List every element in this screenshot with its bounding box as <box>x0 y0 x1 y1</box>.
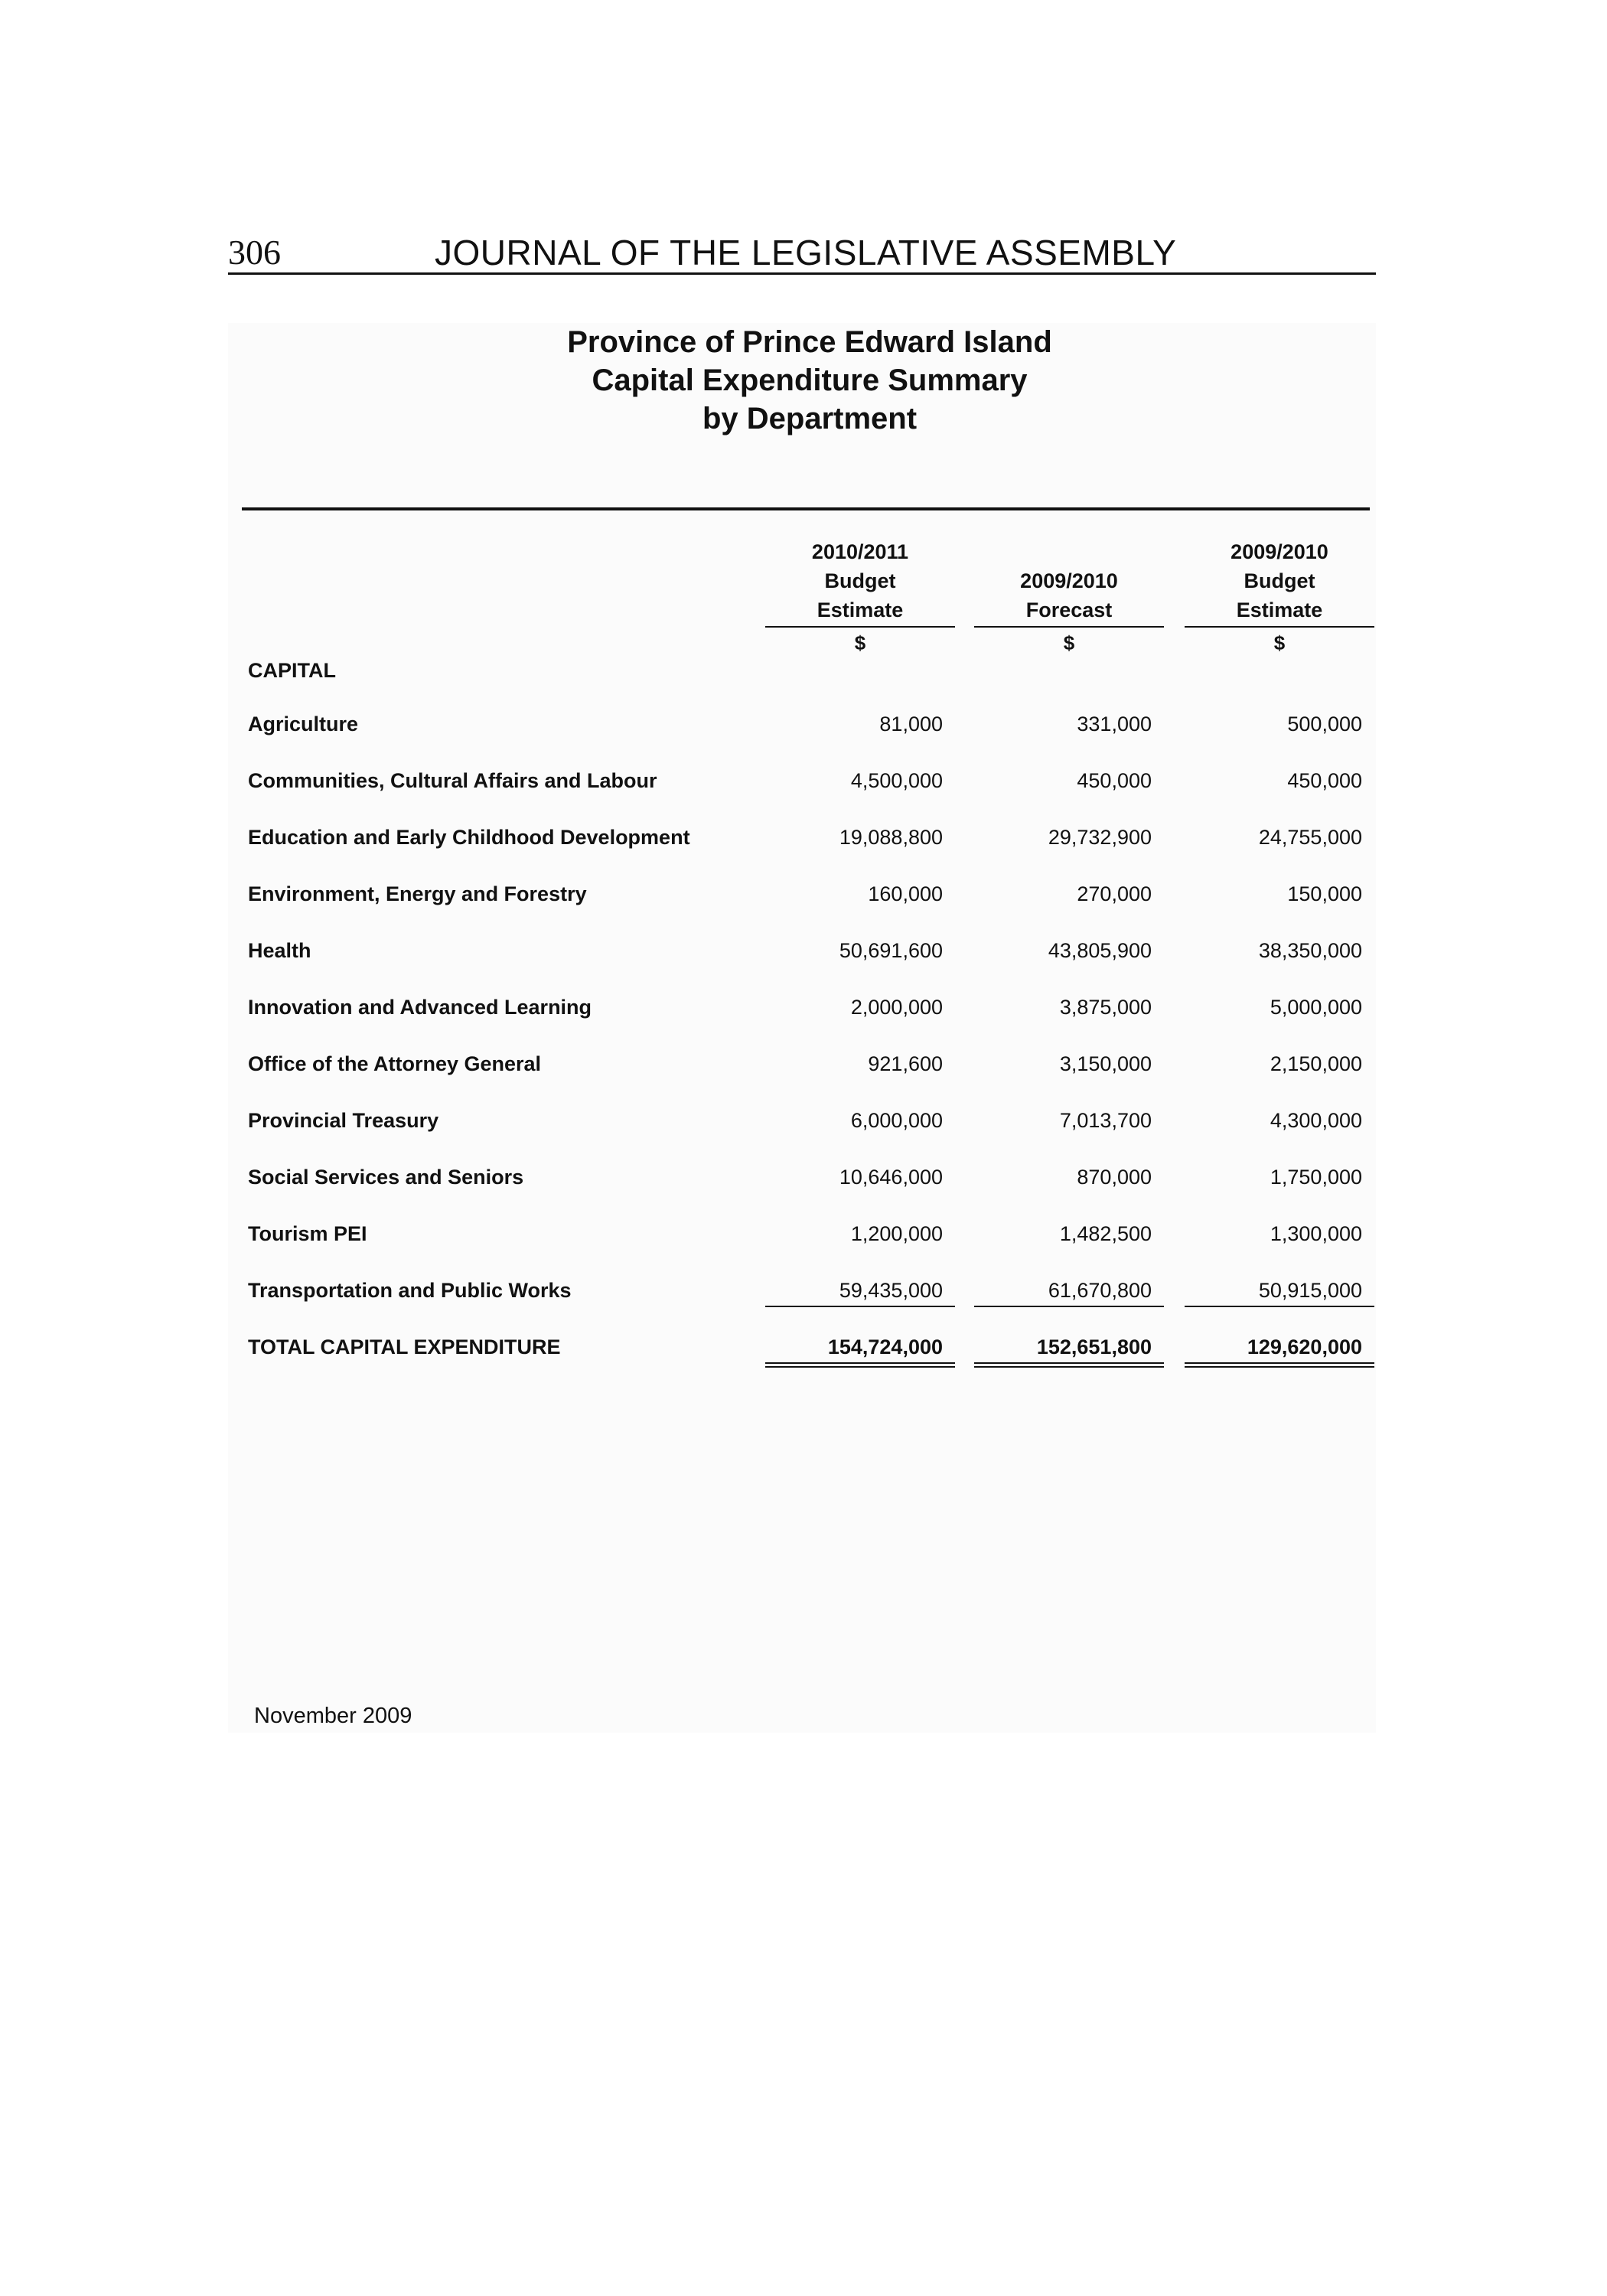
row-value-2009-2010-forecast: 7,013,700 <box>1059 1109 1152 1132</box>
col3-header-line2: Budget <box>1244 569 1315 592</box>
table-row <box>228 765 1376 796</box>
row-label: Communities, Cultural Affairs and Labour <box>248 769 657 792</box>
col2-header-line3: Forecast <box>1025 598 1113 621</box>
row-value-2010-2011-budget: 2,000,000 <box>850 996 943 1019</box>
table-row <box>228 1049 1376 1079</box>
col1-header-rule <box>765 626 955 628</box>
document-title-line-1: Province of Prince Edward Island <box>567 325 1052 359</box>
row-label: Environment, Energy and Forestry <box>248 882 587 905</box>
row-label: Office of the Attorney General <box>248 1052 542 1075</box>
row-value-2009-2010-forecast: 43,805,900 <box>1048 939 1152 962</box>
table-row <box>228 822 1376 853</box>
row-value-2009-2010-budget: 4,300,000 <box>1270 1109 1362 1132</box>
row-value-2009-2010-budget: 450,000 <box>1287 769 1362 792</box>
col1-header-line3: Estimate <box>817 598 904 621</box>
table-row <box>228 1105 1376 1136</box>
table-row <box>228 879 1376 909</box>
subtotal-rule-col2 <box>974 1306 1164 1307</box>
row-label: Innovation and Advanced Learning <box>248 996 592 1019</box>
document-title-line-3: by Department <box>702 402 918 435</box>
row-value-2009-2010-forecast: 870,000 <box>1077 1166 1152 1189</box>
title-divider <box>242 507 1370 510</box>
row-value-2010-2011-budget: 50,691,600 <box>839 939 943 962</box>
col3-header-rule <box>1185 626 1374 628</box>
table-row <box>228 1275 1376 1306</box>
total-2009-2010-budget: 129,620,000 <box>1247 1336 1362 1358</box>
row-value-2010-2011-budget: 4,500,000 <box>850 769 943 792</box>
table-row <box>228 1162 1376 1192</box>
row-value-2009-2010-budget: 38,350,000 <box>1258 939 1362 962</box>
page-header <box>228 230 1376 276</box>
row-value-2010-2011-budget: 59,435,000 <box>839 1279 943 1302</box>
row-value-2010-2011-budget: 1,200,000 <box>850 1222 943 1245</box>
section-label: CAPITAL <box>248 659 336 682</box>
row-label: Agriculture <box>248 713 359 735</box>
row-value-2009-2010-forecast: 450,000 <box>1077 769 1152 792</box>
row-label: Transportation and Public Works <box>248 1279 572 1302</box>
row-value-2010-2011-budget: 19,088,800 <box>839 826 943 849</box>
col3-currency: $ <box>1273 631 1286 654</box>
table-row <box>228 935 1376 966</box>
col1-header-line2: Budget <box>824 569 896 592</box>
total-2010-2011-budget: 154,724,000 <box>827 1336 943 1358</box>
row-label: Education and Early Childhood Development <box>248 826 690 849</box>
journal-title: JOURNAL OF THE LEGISLATIVE ASSEMBLY <box>435 233 1177 272</box>
row-value-2009-2010-forecast: 3,875,000 <box>1059 996 1152 1019</box>
col2-currency: $ <box>1063 631 1075 654</box>
row-value-2009-2010-budget: 150,000 <box>1287 882 1362 905</box>
subtotal-rule-col1 <box>765 1306 955 1307</box>
row-value-2009-2010-forecast: 61,670,800 <box>1048 1279 1152 1302</box>
row-value-2009-2010-forecast: 3,150,000 <box>1059 1052 1152 1075</box>
row-label: Health <box>248 939 311 962</box>
total-double-rule-col1 <box>765 1362 955 1368</box>
row-value-2009-2010-forecast: 1,482,500 <box>1059 1222 1152 1245</box>
row-label: Provincial Treasury <box>248 1109 439 1132</box>
row-value-2009-2010-budget: 5,000,000 <box>1270 996 1362 1019</box>
row-value-2010-2011-budget: 921,600 <box>868 1052 943 1075</box>
total-label: TOTAL CAPITAL EXPENDITURE <box>248 1336 561 1358</box>
row-value-2009-2010-budget: 24,755,000 <box>1258 826 1362 849</box>
row-value-2010-2011-budget: 160,000 <box>868 882 943 905</box>
total-2009-2010-forecast: 152,651,800 <box>1036 1336 1152 1358</box>
table-row <box>228 1218 1376 1249</box>
row-value-2009-2010-budget: 2,150,000 <box>1270 1052 1362 1075</box>
scanned-table-page <box>228 323 1376 1733</box>
col2-header-rule <box>974 626 1164 628</box>
row-value-2009-2010-budget: 1,750,000 <box>1270 1166 1362 1189</box>
row-value-2010-2011-budget: 6,000,000 <box>850 1109 943 1132</box>
document-title-line-2: Capital Expenditure Summary <box>592 364 1028 397</box>
row-value-2009-2010-budget: 1,300,000 <box>1270 1222 1362 1245</box>
row-label: Social Services and Seniors <box>248 1166 524 1189</box>
header-rule <box>228 272 1376 275</box>
col1-currency: $ <box>854 631 866 654</box>
subtotal-rule-col3 <box>1185 1306 1374 1307</box>
row-label: Tourism PEI <box>248 1222 367 1245</box>
row-value-2009-2010-budget: 500,000 <box>1287 713 1362 735</box>
row-value-2010-2011-budget: 81,000 <box>879 713 943 735</box>
table-row <box>228 992 1376 1022</box>
col1-header-line1: 2010/2011 <box>811 540 909 563</box>
col3-header-line3: Estimate <box>1236 598 1323 621</box>
row-value-2010-2011-budget: 10,646,000 <box>839 1166 943 1189</box>
row-value-2009-2010-forecast: 331,000 <box>1077 713 1152 735</box>
row-value-2009-2010-forecast: 270,000 <box>1077 882 1152 905</box>
table-row <box>228 709 1376 739</box>
total-double-rule-col2 <box>974 1362 1164 1368</box>
total-row <box>228 1332 1376 1362</box>
col3-header-line1: 2009/2010 <box>1231 540 1328 563</box>
row-value-2009-2010-budget: 50,915,000 <box>1258 1279 1362 1302</box>
page-number: 306 <box>228 233 281 272</box>
total-double-rule-col3 <box>1185 1362 1374 1368</box>
row-value-2009-2010-forecast: 29,732,900 <box>1048 826 1152 849</box>
col2-header-line2: 2009/2010 <box>1020 569 1118 592</box>
footer-date: November 2009 <box>254 1704 412 1728</box>
